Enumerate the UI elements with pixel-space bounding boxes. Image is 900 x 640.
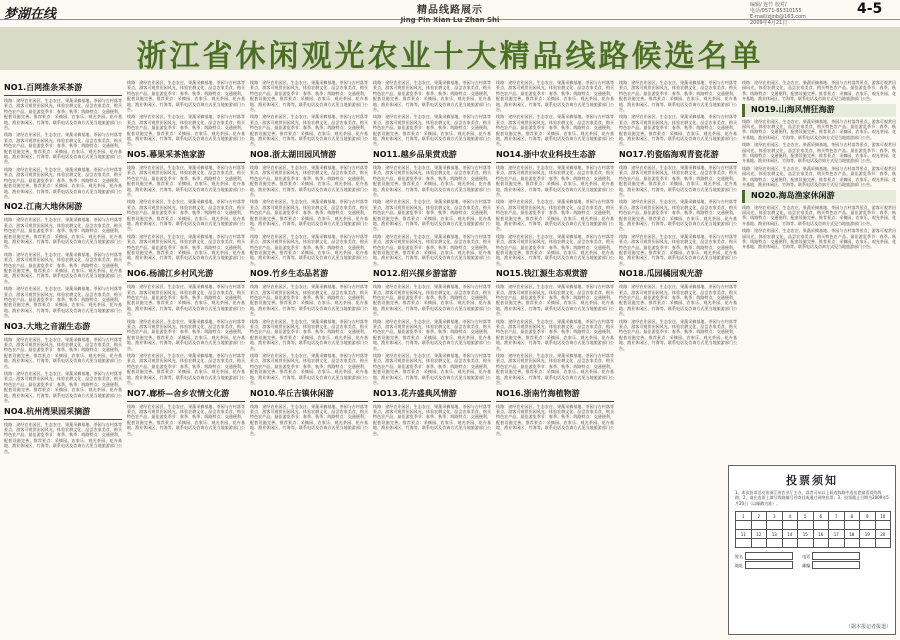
section-title: 精品线路展示 [417,5,483,16]
route-block [496,149,614,266]
route-block [127,80,245,147]
vote-number-cell: 13 [767,530,783,539]
route-text: 线路：途经农业园区、生态农庄、果蔬采摘基地、茶园与古村落等景点，游客可观赏田园风光，体验农耕文化，品尝农家美食，购买特色农产品。最佳游览季节：春季、秋季；线路特点：交通便利，配套设施完善。推荐景点：采摘园、农家乐、观光茶园、花卉基地、渔业休闲区、竹海等。联系电话及咨询方式见当地旅游部门公告。 [373,199,491,232]
edition-line: 编辑/ 连竹 校对/ [750,2,787,8]
route-title: NO8.浙太湖田园风情游 [250,149,368,163]
vote-number-cell: 3 [767,512,783,521]
route-text: 线路：途经农业园区、生态农庄、果蔬采摘基地、茶园与古村落等景点，游客可观赏田园风光，体验农耕文化，品尝农家美食，购买特色农产品。最佳游览季节：春季、秋季；线路特点：交通便利，配套设施完善。推荐景点：采摘园、农家乐、观光茶园、花卉基地、渔业休闲区、竹海等。联系电话及咨询方式见当地旅游部门公告。 [496,164,614,197]
route-text: 线路：途经农业园区、生态农庄、果蔬采摘基地、茶园与古村落等景点，游客可观赏田园风光，体验农耕文化，品尝农家美食，购买特色农产品。最佳游览季节：春季、秋季；线路特点：交通便利，配套设施完善。推荐景点：采摘园、农家乐、观光茶园、花卉基地、渔业休闲区、竹海等。联系电话及咨询方式见当地旅游部门公告。 [4,166,122,199]
route-text: 线路：途经农业园区、生态农庄、果蔬采摘基地、茶园与古村落等景点，游客可观赏田园风光，体验农耕文化，品尝农家美食，购买特色农产品。最佳游览季节：春季、秋季；线路特点：交通便利，配套设施完善。推荐景点：采摘园、农家乐、观光茶园、花卉基地、渔业休闲区、竹海等。联系电话及咨询方式见当地旅游部门公告。 [496,353,614,386]
edition-line: 电话/0571-85310155 [750,8,802,14]
route-text: 线路：途经农业园区、生态农庄、果蔬采摘基地、茶园与古村落等景点，游客可观赏田园风光，体验农耕文化，品尝农家美食，购买特色农产品。最佳游览季节：春季、秋季；线路特点：交通便利，配套设施完善。推荐景点：采摘园、农家乐、观光茶园、花卉基地、渔业休闲区、竹海等。联系电话及咨询方式见当地旅游部门公告。 [742,118,896,140]
route-block [373,149,491,266]
vote-number-cell: 7 [829,512,845,521]
route-text: 线路：途经农业园区、生态农庄、果蔬采摘基地、茶园与古村落等景点，游客可观赏田园风光，体验农耕文化，品尝农家美食，购买特色农产品。最佳游览季节：春季、秋季；线路特点：交通便利，配套设施完善。推荐景点：采摘园、农家乐、观光茶园、花卉基地、渔业休闲区、竹海等。联系电话及咨询方式见当地旅游部门公告。 [619,318,737,351]
vote-checkbox[interactable] [875,539,891,548]
route-text: 线路：途经农业园区、生态农庄、果蔬采摘基地、茶园与古村落等景点，游客可观赏田园风光，体验农耕文化，品尝农家美食，购买特色农产品。最佳游览季节：春季、秋季；线路特点：交通便利，配套设施完善。推荐景点：采摘园、农家乐、观光茶园、花卉基地、渔业休闲区、竹海等。联系电话及咨询方式见当地旅游部门公告。 [127,403,245,436]
name-field[interactable] [745,552,793,560]
route-text: 线路：途经农业园区、生态农庄、果蔬采摘基地、茶园与古村落等景点，游客可观赏田园风光，体验农耕文化，品尝农家美食，购买特色农产品。最佳游览季节：春季、秋季；线路特点：交通便利，配套设施完善。推荐景点：采摘园、农家乐、观光茶园、花卉基地、渔业休闲区、竹海等。联系电话及咨询方式见当地旅游部门公告。 [619,80,737,113]
route-title: NO15.钱江源生态观赏游 [496,268,614,282]
route-text: 线路：途经农业园区、生态农庄、果蔬采摘基地、茶园与古村落等景点，游客可观赏田园风光，体验农耕文化，品尝农家美食，购买特色农产品。最佳游览季节：春季、秋季；线路特点：交通便利，配套设施完善。推荐景点：采摘园、农家乐、观光茶园、花卉基地、渔业休闲区、竹海等。联系电话及咨询方式见当地旅游部门公告。 [742,142,896,164]
vote-number-cell: 16 [813,530,829,539]
vote-number-cell: 11 [736,530,752,539]
route-text: 线路：途经农业园区、生态农庄、果蔬采摘基地、茶园与古村落等景点，游客可观赏田园风光，体验农耕文化，品尝农家美食，购买特色农产品。最佳游览季节：春季、秋季；线路特点：交通便利，配套设施完善。推荐景点：采摘园、农家乐、观光茶园、花卉基地、渔业休闲区、竹海等。联系电话及咨询方式见当地旅游部门公告。 [496,80,614,113]
route-text: 线路：途经农业园区、生态农庄、果蔬采摘基地、茶园与古村落等景点，游客可观赏田园风光，体验农耕文化，品尝农家美食，购买特色农产品。最佳游览季节：春季、秋季；线路特点：交通便利，配套设施完善。推荐景点：采摘园、农家乐、观光茶园、花卉基地、渔业休闲区、竹海等。联系电话及咨询方式见当地旅游部门公告。 [619,114,737,147]
route-title: NO3.大地之音湖生态游 [4,321,122,335]
route-title: NO17.钓瓷临海观青瓷花游 [619,149,737,163]
route-block [496,388,614,436]
vote-checkbox[interactable] [751,539,767,548]
route-block [619,149,737,266]
route-title: NO9.竹乡生态品茗游 [250,268,368,282]
vote-number-cell: 9 [860,512,876,521]
route-title: NO13.花卉盛典风情游 [373,388,491,402]
route-text: 线路：途经农业园区、生态农庄、果蔬采摘基地、茶园与古村落等景点，游客可观赏田园风光，体验农耕文化，品尝农家美食，购买特色农产品。最佳游览季节：春季、秋季；线路特点：交通便利，配套设施完善。推荐景点：采摘园、农家乐、观光茶园、花卉基地、渔业休闲区、竹海等。联系电话及咨询方式见当地旅游部门公告。 [250,80,368,113]
vote-checkbox[interactable] [782,539,798,548]
route-block [742,80,896,102]
route-text: 线路：途经农业园区、生态农庄、果蔬采摘基地、茶园与古村落等景点，游客可观赏田园风光，体验农耕文化，品尝农家美食，购买特色农产品。最佳游览季节：春季、秋季；线路特点：交通便利，配套设施完善。推荐景点：采摘园、农家乐、观光茶园、花卉基地、渔业休闲区、竹海等。联系电话及咨询方式见当地旅游部门公告。 [742,228,896,250]
route-block [496,80,614,147]
vote-number-cell: 2 [751,512,767,521]
page-headline: 浙江省休闲观光农业十大精品线路候选名单 [136,39,764,74]
route-text: 线路：途经农业园区、生态农庄、果蔬采摘基地、茶园与古村落等景点，游客可观赏田园风光，体验农耕文化，品尝农家美食，购买特色农产品。最佳游览季节：春季、秋季；线路特点：交通便利，配套设施完善。推荐景点：采摘园、农家乐、观光茶园、花卉基地、渔业休闲区、竹海等。联系电话及咨询方式见当地旅游部门公告。 [619,199,737,232]
route-title: NO20.海岛渔家休闲游 [742,190,896,203]
route-text: 线路：途经农业园区、生态农庄、果蔬采摘基地、茶园与古村落等景点，游客可观赏田园风光，体验农耕文化，品尝农家美食，购买特色农产品。最佳游览季节：春季、秋季；线路特点：交通便利，配套设施完善。推荐景点：采摘园、农家乐、观光茶园、花卉基地、渔业休闲区、竹海等。联系电话及咨询方式见当地旅游部门公告。 [127,233,245,266]
vote-checkbox[interactable] [844,539,860,548]
route-text: 线路：途经农业园区、生态农庄、果蔬采摘基地、茶园与古村落等景点，游客可观赏田园风光，体验农耕文化，品尝农家美食，购买特色农产品。最佳游览季节：春季、秋季；线路特点：交通便利，配套设施完善。推荐景点：采摘园、农家乐、观光茶园、花卉基地、渔业休闲区、竹海等。联系电话及咨询方式见当地旅游部门公告。 [4,421,122,454]
vote-checkbox[interactable] [844,521,860,530]
route-text: 线路：途经农业园区、生态农庄、果蔬采摘基地、茶园与古村落等景点，游客可观赏田园风光，体验农耕文化，品尝农家美食，购买特色农产品。最佳游览季节：春季、秋季；线路特点：交通便利，配套设施完善。推荐景点：采摘园、农家乐、观光茶园、花卉基地、渔业休闲区、竹海等。联系电话及咨询方式见当地旅游部门公告。 [127,318,245,351]
vote-field-label: 电话 [802,554,811,560]
route-text: 线路：途经农业园区、生态农庄、果蔬采摘基地、茶园与古村落等景点，游客可观赏田园风光，体验农耕文化，品尝农家美食，购买特色农产品。最佳游览季节：春季、秋季；线路特点：交通便利，配套设施完善。推荐景点：采摘园、农家乐、观光茶园、花卉基地、渔业休闲区、竹海等。联系电话及咨询方式见当地旅游部门公告。 [496,233,614,266]
route-text: 线路：途经农业园区、生态农庄、果蔬采摘基地、茶园与古村落等景点，游客可观赏田园风光，体验农耕文化，品尝农家美食，购买特色农产品。最佳游览季节：春季、秋季；线路特点：交通便利，配套设施完善。推荐景点：采摘园、农家乐、观光茶园、花卉基地、渔业休闲区、竹海等。联系电话及咨询方式见当地旅游部门公告。 [619,164,737,197]
route-block [373,80,491,147]
postcode-field[interactable] [812,561,860,569]
route-text: 线路：途经农业园区、生态农庄、果蔬采摘基地、茶园与古村落等景点，游客可观赏田园风光，体验农耕文化，品尝农家美食，购买特色农产品。最佳游览季节：春季、秋季；线路特点：交通便利，配套设施完善。推荐景点：采摘园、农家乐、观光茶园、花卉基地、渔业休闲区、竹海等。联系电话及咨询方式见当地旅游部门公告。 [4,336,122,369]
vote-text: 1、本次投票活动由浙江省农业厅主办，读者可从以上候选线路中选出您最喜爱的线路；2、请在选票上填写线路编号并寄回或通过网络投票；3、投票截止日期为2009年5月20日（以邮戳为准）。 [735,490,889,506]
address-field[interactable] [745,561,793,569]
vote-number-cell: 12 [751,530,767,539]
vote-notice-box [728,465,896,635]
vote-number-cell: 20 [875,530,891,539]
route-text: 线路：途经农业园区、生态农庄、果蔬采摘基地、茶园与古村落等景点，游客可观赏田园风光，体验农耕文化，品尝农家美食，购买特色农产品。最佳游览季节：春季、秋季；线路特点：交通便利，配套设施完善。推荐景点：采摘园、农家乐、观光茶园、花卉基地、渔业休闲区、竹海等。联系电话及咨询方式见当地旅游部门公告。 [742,80,896,102]
vote-checkbox[interactable] [829,539,845,548]
route-text: 线路：途经农业园区、生态农庄、果蔬采摘基地、茶园与古村落等景点，游客可观赏田园风光，体验农耕文化，品尝农家美食，购买特色农产品。最佳游览季节：春季、秋季；线路特点：交通便利，配套设施完善。推荐景点：采摘园、农家乐、观光茶园、花卉基地、渔业休闲区、竹海等。联系电话及咨询方式见当地旅游部门公告。 [4,371,122,404]
route-block [127,388,245,436]
route-block [619,80,737,147]
route-text: 线路：途经农业园区、生态农庄、果蔬采摘基地、茶园与古村落等景点，游客可观赏田园风光，体验农耕文化，品尝农家美食，购买特色农产品。最佳游览季节：春季、秋季；线路特点：交通便利，配套设施完善。推荐景点：采摘园、农家乐、观光茶园、花卉基地、渔业休闲区、竹海等。联系电话及咨询方式见当地旅游部门公告。 [127,114,245,147]
route-text: 线路：途经农业园区、生态农庄、果蔬采摘基地、茶园与古村落等景点，游客可观赏田园风光，体验农耕文化，品尝农家美食，购买特色农产品。最佳游览季节：春季、秋季；线路特点：交通便利，配套设施完善。推荐景点：采摘园、农家乐、观光茶园、花卉基地、渔业休闲区、竹海等。联系电话及咨询方式见当地旅游部门公告。 [250,114,368,147]
route-text: 线路：途经农业园区、生态农庄、果蔬采摘基地、茶园与古村落等景点，游客可观赏田园风光，体验农耕文化，品尝农家美食，购买特色农产品。最佳游览季节：春季、秋季；线路特点：交通便利，配套设施完善。推荐景点：采摘园、农家乐、观光茶园、花卉基地、渔业休闲区、竹海等。联系电话及咨询方式见当地旅游部门公告。 [373,233,491,266]
route-text: 线路：途经农业园区、生态农庄、果蔬采摘基地、茶园与古村落等景点，游客可观赏田园风光，体验农耕文化，品尝农家美食，购买特色农产品。最佳游览季节：春季、秋季；线路特点：交通便利，配套设施完善。推荐景点：采摘园、农家乐、观光茶园、花卉基地、渔业休闲区、竹海等。联系电话及咨询方式见当地旅游部门公告。 [373,114,491,147]
route-title: NO16.浙南竹海植物游 [496,388,614,402]
route-block [742,190,896,250]
route-block [250,268,368,385]
route-text: 线路：途经农业园区、生态农庄、果蔬采摘基地、茶园与古村落等景点，游客可观赏田园风光，体验农耕文化，品尝农家美食，购买特色农产品。最佳游览季节：春季、秋季；线路特点：交通便利，配套设施完善。推荐景点：采摘园、农家乐、观光茶园、花卉基地、渔业休闲区、竹海等。联系电话及咨询方式见当地旅游部门公告。 [619,284,737,317]
route-title: NO19.山海风情狂海游 [742,104,896,117]
route-text: 线路：途经农业园区、生态农庄、果蔬采摘基地、茶园与古村落等景点，游客可观赏田园风光，体验农耕文化，品尝农家美食，购买特色农产品。最佳游览季节：春季、秋季；线路特点：交通便利，配套设施完善。推荐景点：采摘园、农家乐、观光茶园、花卉基地、渔业休闲区、竹海等。联系电话及咨询方式见当地旅游部门公告。 [250,353,368,386]
route-text: 线路：途经农业园区、生态农庄、果蔬采摘基地、茶园与古村落等景点，游客可观赏田园风光，体验农耕文化，品尝农家美食，购买特色农产品。最佳游览季节：春季、秋季；线路特点：交通便利，配套设施完善。推荐景点：采摘园、农家乐、观光茶园、花卉基地、渔业休闲区、竹海等。联系电话及咨询方式见当地旅游部门公告。 [373,284,491,317]
section-pinyin: Jing Pin Xian Lu Zhan Shi [400,16,500,24]
route-text: 线路：途经农业园区、生态农庄、果蔬采摘基地、茶园与古村落等景点，游客可观赏田园风光，体验农耕文化，品尝农家美食，购买特色农产品。最佳游览季节：春季、秋季；线路特点：交通便利，配套设施完善。推荐景点：采摘园、农家乐、观光茶园、花卉基地、渔业休闲区、竹海等。联系电话及咨询方式见当地旅游部门公告。 [4,217,122,250]
route-title: NO1.百网推条采茶游 [4,82,122,96]
route-block [373,268,491,385]
route-title: NO11.越乡品果赏戏游 [373,149,491,163]
route-text: 线路：途经农业园区、生态农庄、果蔬采摘基地、茶园与古村落等景点，游客可观赏田园风光，体验农耕文化，品尝农家美食，购买特色农产品。最佳游览季节：春季、秋季；线路特点：交通便利，配套设施完善。推荐景点：采摘园、农家乐、观光茶园、花卉基地、渔业休闲区、竹海等。联系电话及咨询方式见当地旅游部门公告。 [496,403,614,436]
vote-checkbox[interactable] [860,539,876,548]
vote-checkbox[interactable] [798,521,814,530]
vote-checkbox[interactable] [736,539,752,548]
route-text: 线路：途经农业园区、生态农庄、果蔬采摘基地、茶园与古村落等景点，游客可观赏田园风光，体验农耕文化，品尝农家美食，购买特色农产品。最佳游览季节：春季、秋季；线路特点：交通便利，配套设施完善。推荐景点：采摘园、农家乐、观光茶园、花卉基地、渔业休闲区、竹海等。联系电话及咨询方式见当地旅游部门公告。 [250,199,368,232]
vote-number-cell: 1 [736,512,752,521]
route-text: 线路：途经农业园区、生态农庄、果蔬采摘基地、茶园与古村落等景点，游客可观赏田园风光，体验农耕文化，品尝农家美食，购买特色农产品。最佳游览季节：春季、秋季；线路特点：交通便利，配套设施完善。推荐景点：采摘园、农家乐、观光茶园、花卉基地、渔业休闲区、竹海等。联系电话及咨询方式见当地旅游部门公告。 [250,403,368,436]
route-block [127,268,245,385]
masthead [0,0,900,26]
newspaper-logo: 梦湖在线 [4,7,57,22]
vote-number-cell: 18 [844,530,860,539]
vote-checkbox[interactable] [875,521,891,530]
vote-checkbox[interactable] [767,521,783,530]
section-header [355,0,545,24]
vote-checkbox[interactable] [813,539,829,548]
attribution: （据本报记者报道） [845,624,891,630]
vote-checkbox[interactable] [829,521,845,530]
route-title: NO2.江南大地休闲游 [4,201,122,215]
vote-field-label: 地址 [735,563,743,569]
route-title: NO12.绍兴探乡游富游 [373,268,491,282]
vote-title: 投票须知 [786,474,838,487]
route-text: 线路：途经农业园区、生态农庄、果蔬采摘基地、茶园与古村落等景点，游客可观赏田园风光，体验农耕文化，品尝农家美食，购买特色农产品。最佳游览季节：春季、秋季；线路特点：交通便利，配套设施完善。推荐景点：采摘园、农家乐、观光茶园、花卉基地、渔业休闲区、竹海等。联系电话及咨询方式见当地旅游部门公告。 [250,164,368,197]
route-text: 线路：途经农业园区、生态农庄、果蔬采摘基地、茶园与古村落等景点，游客可观赏田园风光，体验农耕文化，品尝农家美食，购买特色农产品。最佳游览季节：春季、秋季；线路特点：交通便利，配套设施完善。推荐景点：采摘园、农家乐、观光茶园、花卉基地、渔业休闲区、竹海等。联系电话及咨询方式见当地旅游部门公告。 [127,284,245,317]
route-block [4,321,122,404]
vote-checkbox[interactable] [813,521,829,530]
edition-line: 2009年4月21日 [750,20,788,26]
route-title: NO4.杭州湾果园采摘游 [4,406,122,420]
vote-number-cell: 17 [829,530,845,539]
route-text: 线路：途经农业园区、生态农庄、果蔬采摘基地、茶园与古村落等景点，游客可观赏田园风光，体验农耕文化，品尝农家美食，购买特色农产品。最佳游览季节：春季、秋季；线路特点：交通便利，配套设施完善。推荐景点：采摘园、农家乐、观光茶园、花卉基地、渔业休闲区、竹海等。联系电话及咨询方式见当地旅游部门公告。 [250,318,368,351]
route-text: 线路：途经农业园区、生态农庄、果蔬采摘基地、茶园与古村落等景点，游客可观赏田园风光，体验农耕文化，品尝农家美食，购买特色农产品。最佳游览季节：春季、秋季；线路特点：交通便利，配套设施完善。推荐景点：采摘园、农家乐、观光茶园、花卉基地、渔业休闲区、竹海等。联系电话及咨询方式见当地旅游部门公告。 [742,204,896,226]
route-text: 线路：途经农业园区、生态农庄、果蔬采摘基地、茶园与古村落等景点，游客可观赏田园风光，体验农耕文化，品尝农家美食，购买特色农产品。最佳游览季节：春季、秋季；线路特点：交通便利，配套设施完善。推荐景点：采摘园、农家乐、观光茶园、花卉基地、渔业休闲区、竹海等。联系电话及咨询方式见当地旅游部门公告。 [4,286,122,319]
route-block [250,388,368,436]
vote-field-label: 姓名 [735,554,743,560]
route-text: 线路：途经农业园区、生态农庄、果蔬采摘基地、茶园与古村落等景点，游客可观赏田园风光，体验农耕文化，品尝农家美食，购买特色农产品。最佳游览季节：春季、秋季；线路特点：交通便利，配套设施完善。推荐景点：采摘园、农家乐、观光茶园、花卉基地、渔业休闲区、竹海等。联系电话及咨询方式见当地旅游部门公告。 [373,353,491,386]
route-text: 线路：途经农业园区、生态农庄、果蔬采摘基地、茶园与古村落等景点，游客可观赏田园风光，体验农耕文化，品尝农家美食，购买特色农产品。最佳游览季节：春季、秋季；线路特点：交通便利，配套设施完善。推荐景点：采摘园、农家乐、观光茶园、花卉基地、渔业休闲区、竹海等。联系电话及咨询方式见当地旅游部门公告。 [373,318,491,351]
vote-number-cell: 14 [782,530,798,539]
route-text: 线路：途经农业园区、生态农庄、果蔬采摘基地、茶园与古村落等景点，游客可观赏田园风光，体验农耕文化，品尝农家美食，购买特色农产品。最佳游览季节：春季、秋季；线路特点：交通便利，配套设施完善。推荐景点：采摘园、农家乐、观光茶园、花卉基地、渔业休闲区、竹海等。联系电话及咨询方式见当地旅游部门公告。 [373,80,491,113]
route-text: 线路：途经农业园区、生态农庄、果蔬采摘基地、茶园与古村落等景点，游客可观赏田园风光，体验农耕文化，品尝农家美食，购买特色农产品。最佳游览季节：春季、秋季；线路特点：交通便利，配套设施完善。推荐景点：采摘园、农家乐、观光茶园、花卉基地、渔业休闲区、竹海等。联系电话及咨询方式见当地旅游部门公告。 [127,199,245,232]
route-block [742,104,896,188]
route-block [127,149,245,266]
vote-checkbox[interactable] [782,521,798,530]
route-block [4,406,122,454]
route-text: 线路：途经农业园区、生态农庄、果蔬采摘基地、茶园与古村落等景点，游客可观赏田园风光，体验农耕文化，品尝农家美食，购买特色农产品。最佳游览季节：春季、秋季；线路特点：交通便利，配套设施完善。推荐景点：采摘园、农家乐、观光茶园、花卉基地、渔业休闲区、竹海等。联系电话及咨询方式见当地旅游部门公告。 [4,251,122,284]
route-block [373,388,491,436]
route-block [4,82,122,199]
route-text: 线路：途经农业园区、生态农庄、果蔬采摘基地、茶园与古村落等景点，游客可观赏田园风光，体验农耕文化，品尝农家美食，购买特色农产品。最佳游览季节：春季、秋季；线路特点：交通便利，配套设施完善。推荐景点：采摘园、农家乐、观光茶园、花卉基地、渔业休闲区、竹海等。联系电话及咨询方式见当地旅游部门公告。 [127,80,245,113]
route-text: 线路：途经农业园区、生态农庄、果蔬采摘基地、茶园与古村落等景点，游客可观赏田园风光，体验农耕文化，品尝农家美食，购买特色农产品。最佳游览季节：春季、秋季；线路特点：交通便利，配套设施完善。推荐景点：采摘园、农家乐、观光茶园、花卉基地、渔业休闲区、竹海等。联系电话及咨询方式见当地旅游部门公告。 [250,233,368,266]
route-text: 线路：途经农业园区、生态农庄、果蔬采摘基地、茶园与古村落等景点，游客可观赏田园风光，体验农耕文化，品尝农家美食，购买特色农产品。最佳游览季节：春季、秋季；线路特点：交通便利，配套设施完善。推荐景点：采摘园、农家乐、观光茶园、花卉基地、渔业休闲区、竹海等。联系电话及咨询方式见当地旅游部门公告。 [619,233,737,266]
vote-checkbox[interactable] [767,539,783,548]
column-2 [127,80,245,632]
vote-number-cell: 19 [860,530,876,539]
route-block [4,201,122,318]
vote-number-cell: 15 [798,530,814,539]
route-block [250,80,368,147]
route-text: 线路：途经农业园区、生态农庄、果蔬采摘基地、茶园与古村落等景点，游客可观赏田园风光，体验农耕文化，品尝农家美食，购买特色农产品。最佳游览季节：春季、秋季；线路特点：交通便利，配套设施完善。推荐景点：采摘园、农家乐、观光茶园、花卉基地、渔业休闲区、竹海等。联系电话及咨询方式见当地旅游部门公告。 [373,403,491,436]
phone-field[interactable] [812,552,860,560]
vote-checkbox[interactable] [860,521,876,530]
route-text: 线路：途经农业园区、生态农庄、果蔬采摘基地、茶园与古村落等景点，游客可观赏田园风光，体验农耕文化，品尝农家美食，购买特色农产品。最佳游览季节：春季、秋季；线路特点：交通便利，配套设施完善。推荐景点：采摘园、农家乐、观光茶园、花卉基地、渔业休闲区、竹海等。联系电话及咨询方式见当地旅游部门公告。 [742,165,896,188]
route-block [250,149,368,266]
route-block [496,268,614,385]
column-6 [619,80,737,632]
route-text: 线路：途经农业园区、生态农庄、果蔬采摘基地、茶园与古村落等景点，游客可观赏田园风光，体验农耕文化，品尝农家美食，购买特色农产品。最佳游览季节：春季、秋季；线路特点：交通便利，配套设施完善。推荐景点：采摘园、农家乐、观光茶园、花卉基地、渔业休闲区、竹海等。联系电话及咨询方式见当地旅游部门公告。 [496,114,614,147]
vote-grid [735,511,891,548]
route-title: NO10.华丘吉镇休闲游 [250,388,368,402]
edition-info [750,2,860,26]
route-title: NO18.瓜园橘园观光游 [619,268,737,282]
route-text: 线路：途经农业园区、生态农庄、果蔬采摘基地、茶园与古村落等景点，游客可观赏田园风光，体验农耕文化，品尝农家美食，购买特色农产品。最佳游览季节：春季、秋季；线路特点：交通便利，配套设施完善。推荐景点：采摘园、农家乐、观光茶园、花卉基地、渔业休闲区、竹海等。联系电话及咨询方式见当地旅游部门公告。 [127,353,245,386]
column-4 [373,80,491,632]
vote-number-cell: 10 [875,512,891,521]
column-5 [496,80,614,632]
route-text: 线路：途经农业园区、生态农庄、果蔬采摘基地、茶园与古村落等景点，游客可观赏田园风光，体验农耕文化，品尝农家美食，购买特色农产品。最佳游览季节：春季、秋季；线路特点：交通便利，配套设施完善。推荐景点：采摘园、农家乐、观光茶园、花卉基地、渔业休闲区、竹海等。联系电话及咨询方式见当地旅游部门公告。 [496,199,614,232]
route-text: 线路：途经农业园区、生态农庄、果蔬采摘基地、茶园与古村落等景点，游客可观赏田园风光，体验农耕文化，品尝农家美食，购买特色农产品。最佳游览季节：春季、秋季；线路特点：交通便利，配套设施完善。推荐景点：采摘园、农家乐、观光茶园、花卉基地、渔业休闲区、竹海等。联系电话及咨询方式见当地旅游部门公告。 [250,284,368,317]
route-text: 线路：途经农业园区、生态农庄、果蔬采摘基地、茶园与古村落等景点，游客可观赏田园风光，体验农耕文化，品尝农家美食，购买特色农产品。最佳游览季节：春季、秋季；线路特点：交通便利，配套设施完善。推荐景点：采摘园、农家乐、观光茶园、花卉基地、渔业休闲区、竹海等。联系电话及咨询方式见当地旅游部门公告。 [4,132,122,165]
vote-number-cell: 6 [813,512,829,521]
route-block [619,268,737,351]
route-text: 线路：途经农业园区、生态农庄、果蔬采摘基地、茶园与古村落等景点，游客可观赏田园风光，体验农耕文化，品尝农家美食，购买特色农产品。最佳游览季节：春季、秋季；线路特点：交通便利，配套设施完善。推荐景点：采摘园、农家乐、观光茶园、花卉基地、渔业休闲区、竹海等。联系电话及咨询方式见当地旅游部门公告。 [4,98,122,131]
column-3 [250,80,368,632]
route-title: NO14.浙中农业科技生态游 [496,149,614,163]
vote-number-cell: 8 [844,512,860,521]
page-number: 4-5 [857,1,883,17]
route-title: NO7.廊桥—舍乡农情文化游 [127,388,245,402]
vote-number-cell: 5 [798,512,814,521]
vote-form [735,551,889,569]
route-title: NO6.杨浦江乡村风光游 [127,268,245,282]
column-1 [4,80,122,632]
vote-number-cell: 4 [782,512,798,521]
route-title: NO5.幕果采茶渔家游 [127,149,245,163]
column-7 [742,80,896,460]
vote-checkbox[interactable] [798,539,814,548]
route-text: 线路：途经农业园区、生态农庄、果蔬采摘基地、茶园与古村落等景点，游客可观赏田园风光，体验农耕文化，品尝农家美食，购买特色农产品。最佳游览季节：春季、秋季；线路特点：交通便利，配套设施完善。推荐景点：采摘园、农家乐、观光茶园、花卉基地、渔业休闲区、竹海等。联系电话及咨询方式见当地旅游部门公告。 [127,164,245,197]
vote-checkbox[interactable] [736,521,752,530]
route-text: 线路：途经农业园区、生态农庄、果蔬采摘基地、茶园与古村落等景点，游客可观赏田园风光，体验农耕文化，品尝农家美食，购买特色农产品。最佳游览季节：春季、秋季；线路特点：交通便利，配套设施完善。推荐景点：采摘园、农家乐、观光茶园、花卉基地、渔业休闲区、竹海等。联系电话及咨询方式见当地旅游部门公告。 [373,164,491,197]
vote-checkbox[interactable] [751,521,767,530]
edition-line: E-mail/zjjnb@163.com [750,14,806,20]
route-text: 线路：途经农业园区、生态农庄、果蔬采摘基地、茶园与古村落等景点，游客可观赏田园风光，体验农耕文化，品尝农家美食，购买特色农产品。最佳游览季节：春季、秋季；线路特点：交通便利，配套设施完善。推荐景点：采摘园、农家乐、观光茶园、花卉基地、渔业休闲区、竹海等。联系电话及咨询方式见当地旅游部门公告。 [496,318,614,351]
route-text: 线路：途经农业园区、生态农庄、果蔬采摘基地、茶园与古村落等景点，游客可观赏田园风光，体验农耕文化，品尝农家美食，购买特色农产品。最佳游览季节：春季、秋季；线路特点：交通便利，配套设施完善。推荐景点：采摘园、农家乐、观光茶园、花卉基地、渔业休闲区、竹海等。联系电话及咨询方式见当地旅游部门公告。 [496,284,614,317]
vote-field-label: 邮编 [802,563,811,569]
